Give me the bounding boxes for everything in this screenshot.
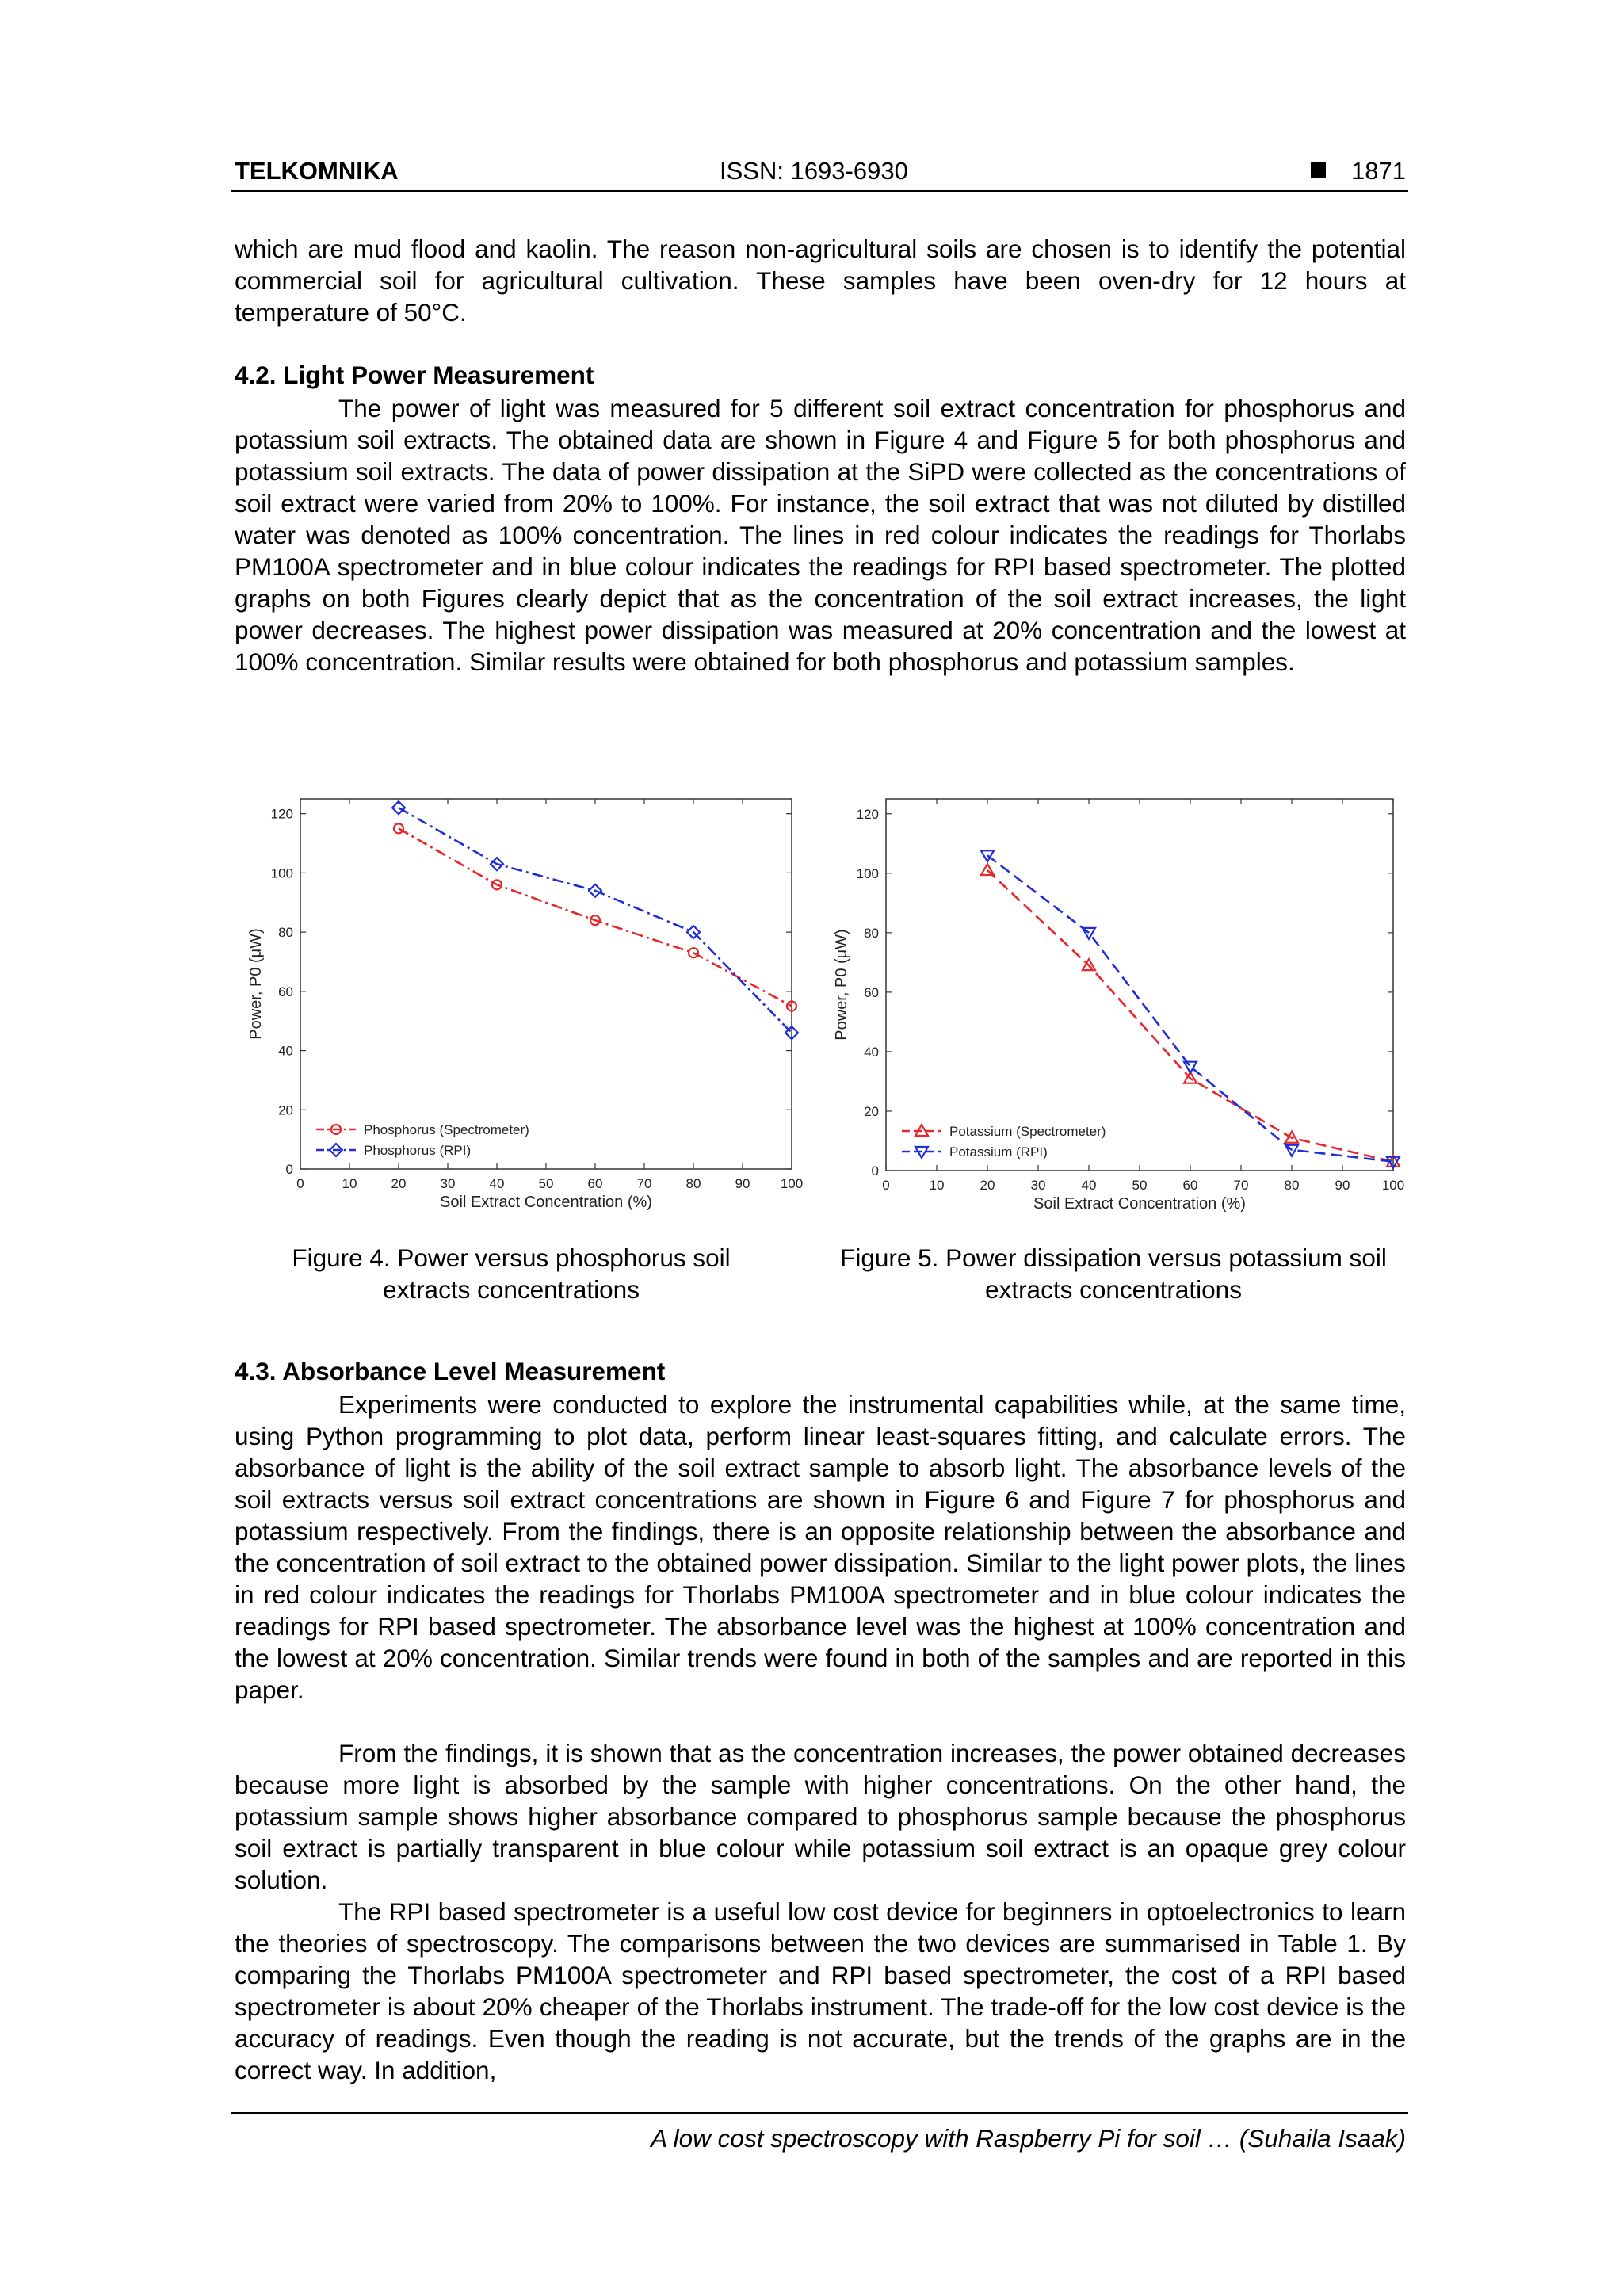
x-tick-label: 50 (1132, 1178, 1148, 1193)
y-tick-label: 40 (864, 1044, 879, 1060)
x-tick-label: 20 (391, 1176, 407, 1191)
plot-area (300, 799, 792, 1169)
x-tick-label: 60 (1182, 1178, 1198, 1193)
running-header (235, 154, 1406, 190)
footer-rule (231, 2112, 1408, 2114)
x-tick-label: 20 (980, 1178, 995, 1193)
x-tick-label: 90 (1335, 1178, 1350, 1193)
y-axis-label: Power, P0 (μW) (247, 928, 265, 1040)
legend-label: Phosphorus (Spectrometer) (364, 1122, 529, 1137)
x-tick-label: 90 (735, 1176, 750, 1191)
figure-5-chart (820, 793, 1407, 1221)
y-tick-label: 100 (856, 865, 879, 881)
x-tick-label: 100 (1381, 1178, 1405, 1193)
x-tick-label: 50 (538, 1176, 554, 1191)
x-tick-label: 40 (1081, 1178, 1097, 1193)
page-number: 1871 (1351, 157, 1406, 185)
section-4-3-paragraph-2: From the findings, it is shown that as the concentration increases, the power obtained decreases because more light is absorbed by the sample with higher concentrations. On the other hand, the potassium sample shows higher absorbance compared to phosphorus sample because the phosphorus soil extract is partially transparent in blue colour while potassium soil extract is an opaque grey colour solution. (235, 1739, 1406, 1894)
y-tick-label: 120 (270, 806, 293, 822)
x-tick-label: 0 (296, 1176, 304, 1191)
x-tick-label: 70 (636, 1176, 652, 1191)
x-tick-label: 70 (1233, 1178, 1249, 1193)
issn: ISSN: 1693-6930 (720, 157, 908, 185)
x-tick-label: 40 (489, 1176, 505, 1191)
section-4-3-paragraph-1: Experiments were conducted to explore the instrumental capabilities while, at the same time, using Python programming to plot data, perform linear least-squares fitting, and calculate errors. The absorbance of light is the ability of the soil extract sample to absorb light. The absorbance levels of the soil extracts versus soil extract concentrations are shown in Figure 6 and Figure 7 for phosphorus and potassium respectively. From the findings, there is an opposite relationship between the absorbance and the concentration of soil extract to the obtained power dissipation. Similar to the light power plots, the lines in red colour indicates the readings for Thorlabs PM100A spectrometer and in blue colour indicates the readings for RPI based spectrometer. The absorbance level was the highest at 100% concentration and the lowest at 20% concentration. Similar trends were found in both of the samples and are reported in this paper. (235, 1390, 1406, 1704)
header-rule (231, 190, 1408, 192)
x-tick-label: 30 (440, 1176, 456, 1191)
x-tick-label: 80 (685, 1176, 701, 1191)
figure-5-caption: Figure 5. Power dissipation versus potassium soil extracts concentrations (840, 1244, 1387, 1304)
y-tick-label: 80 (278, 925, 293, 941)
legend-label: Potassium (RPI) (949, 1144, 1048, 1159)
x-axis-label: Soil Extract Concentration (%) (440, 1194, 652, 1211)
x-tick-label: 10 (929, 1178, 945, 1193)
x-tick-label: 30 (1030, 1178, 1046, 1193)
y-tick-label: 20 (864, 1103, 879, 1119)
y-axis-label: Power, P0 (μW) (833, 929, 850, 1041)
figure-4-chart (235, 793, 805, 1221)
y-tick-label: 40 (278, 1043, 293, 1059)
y-tick-label: 80 (864, 925, 879, 941)
y-tick-label: 0 (285, 1162, 293, 1177)
y-tick-label: 120 (856, 806, 879, 822)
x-tick-label: 80 (1284, 1178, 1300, 1193)
x-axis-label: Soil Extract Concentration (%) (1033, 1195, 1246, 1213)
page-number-box (1311, 157, 1406, 185)
y-tick-label: 60 (278, 984, 293, 999)
x-tick-label: 100 (780, 1176, 804, 1191)
y-tick-label: 60 (864, 984, 879, 1000)
figure-4-caption: Figure 4. Power versus phosphorus soil extracts concentrations (292, 1244, 731, 1304)
y-tick-label: 0 (871, 1163, 879, 1179)
intro-paragraph: which are mud flood and kaolin. The reason non-agricultural soils are chosen is to identify the potential commercial soil for agricultural cultivation. These samples have been oven-dry for 12 hours at temperature of 50°C. (235, 235, 1406, 327)
legend-label: Potassium (Spectrometer) (949, 1124, 1106, 1139)
x-tick-label: 10 (342, 1176, 357, 1191)
plot-area (886, 799, 1393, 1171)
y-tick-label: 100 (270, 865, 293, 881)
section-4-2-paragraph: The power of light was measured for 5 different soil extract concentration for phosphorus and potassium soil extracts. The obtained data are shown in Figure 4 and Figure 5 for both phosphorus and potassium soil extracts. The data of power dissipation at the SiPD were collected as the concentrations of soil extract were varied from 20% to 100%. For instance, the soil extract that was not diluted by distilled water was denoted as 100% concentration. The lines in red colour indicates the readings for Thorlabs PM100A spectrometer and in blue colour indicates the readings for RPI based spectrometer. The plotted graphs on both Figures clearly depict that as the concentration of the soil extract increases, the light power decreases. The highest power dissipation was measured at 20% concentration and the lowest at 100% concentration. Similar results were obtained for both phosphorus and potassium samples. (235, 394, 1406, 676)
running-footer: A low cost spectroscopy with Raspberry Pi for soil … (Suhaila Isaak) (651, 2124, 1406, 2153)
x-tick-label: 60 (587, 1176, 603, 1191)
journal-name: TELKOMNIKA (235, 157, 399, 185)
section-heading-4-3: 4.3. Absorbance Level Measurement (235, 1357, 666, 1385)
y-tick-label: 20 (278, 1102, 293, 1118)
section-heading-4-2: 4.2. Light Power Measurement (235, 361, 594, 389)
legend-label: Phosphorus (RPI) (364, 1143, 472, 1158)
square-bullet-icon (1311, 162, 1326, 178)
x-tick-label: 0 (882, 1178, 890, 1193)
section-4-3-paragraph-3: The RPI based spectrometer is a useful low cost device for beginners in optoelectronics to learn the theories of spectroscopy. The comparisons between the two devices are summarised in Table 1. By comparing the Thorlabs PM100A spectrometer and RPI based spectrometer, the cost of a RPI based spectrometer is about 20% cheaper of the Thorlabs instrument. The trade-off for the low cost device is the accuracy of readings. Even though the reading is not accurate, but the trends of the graphs are in the correct way. In addition, (235, 1897, 1406, 2084)
